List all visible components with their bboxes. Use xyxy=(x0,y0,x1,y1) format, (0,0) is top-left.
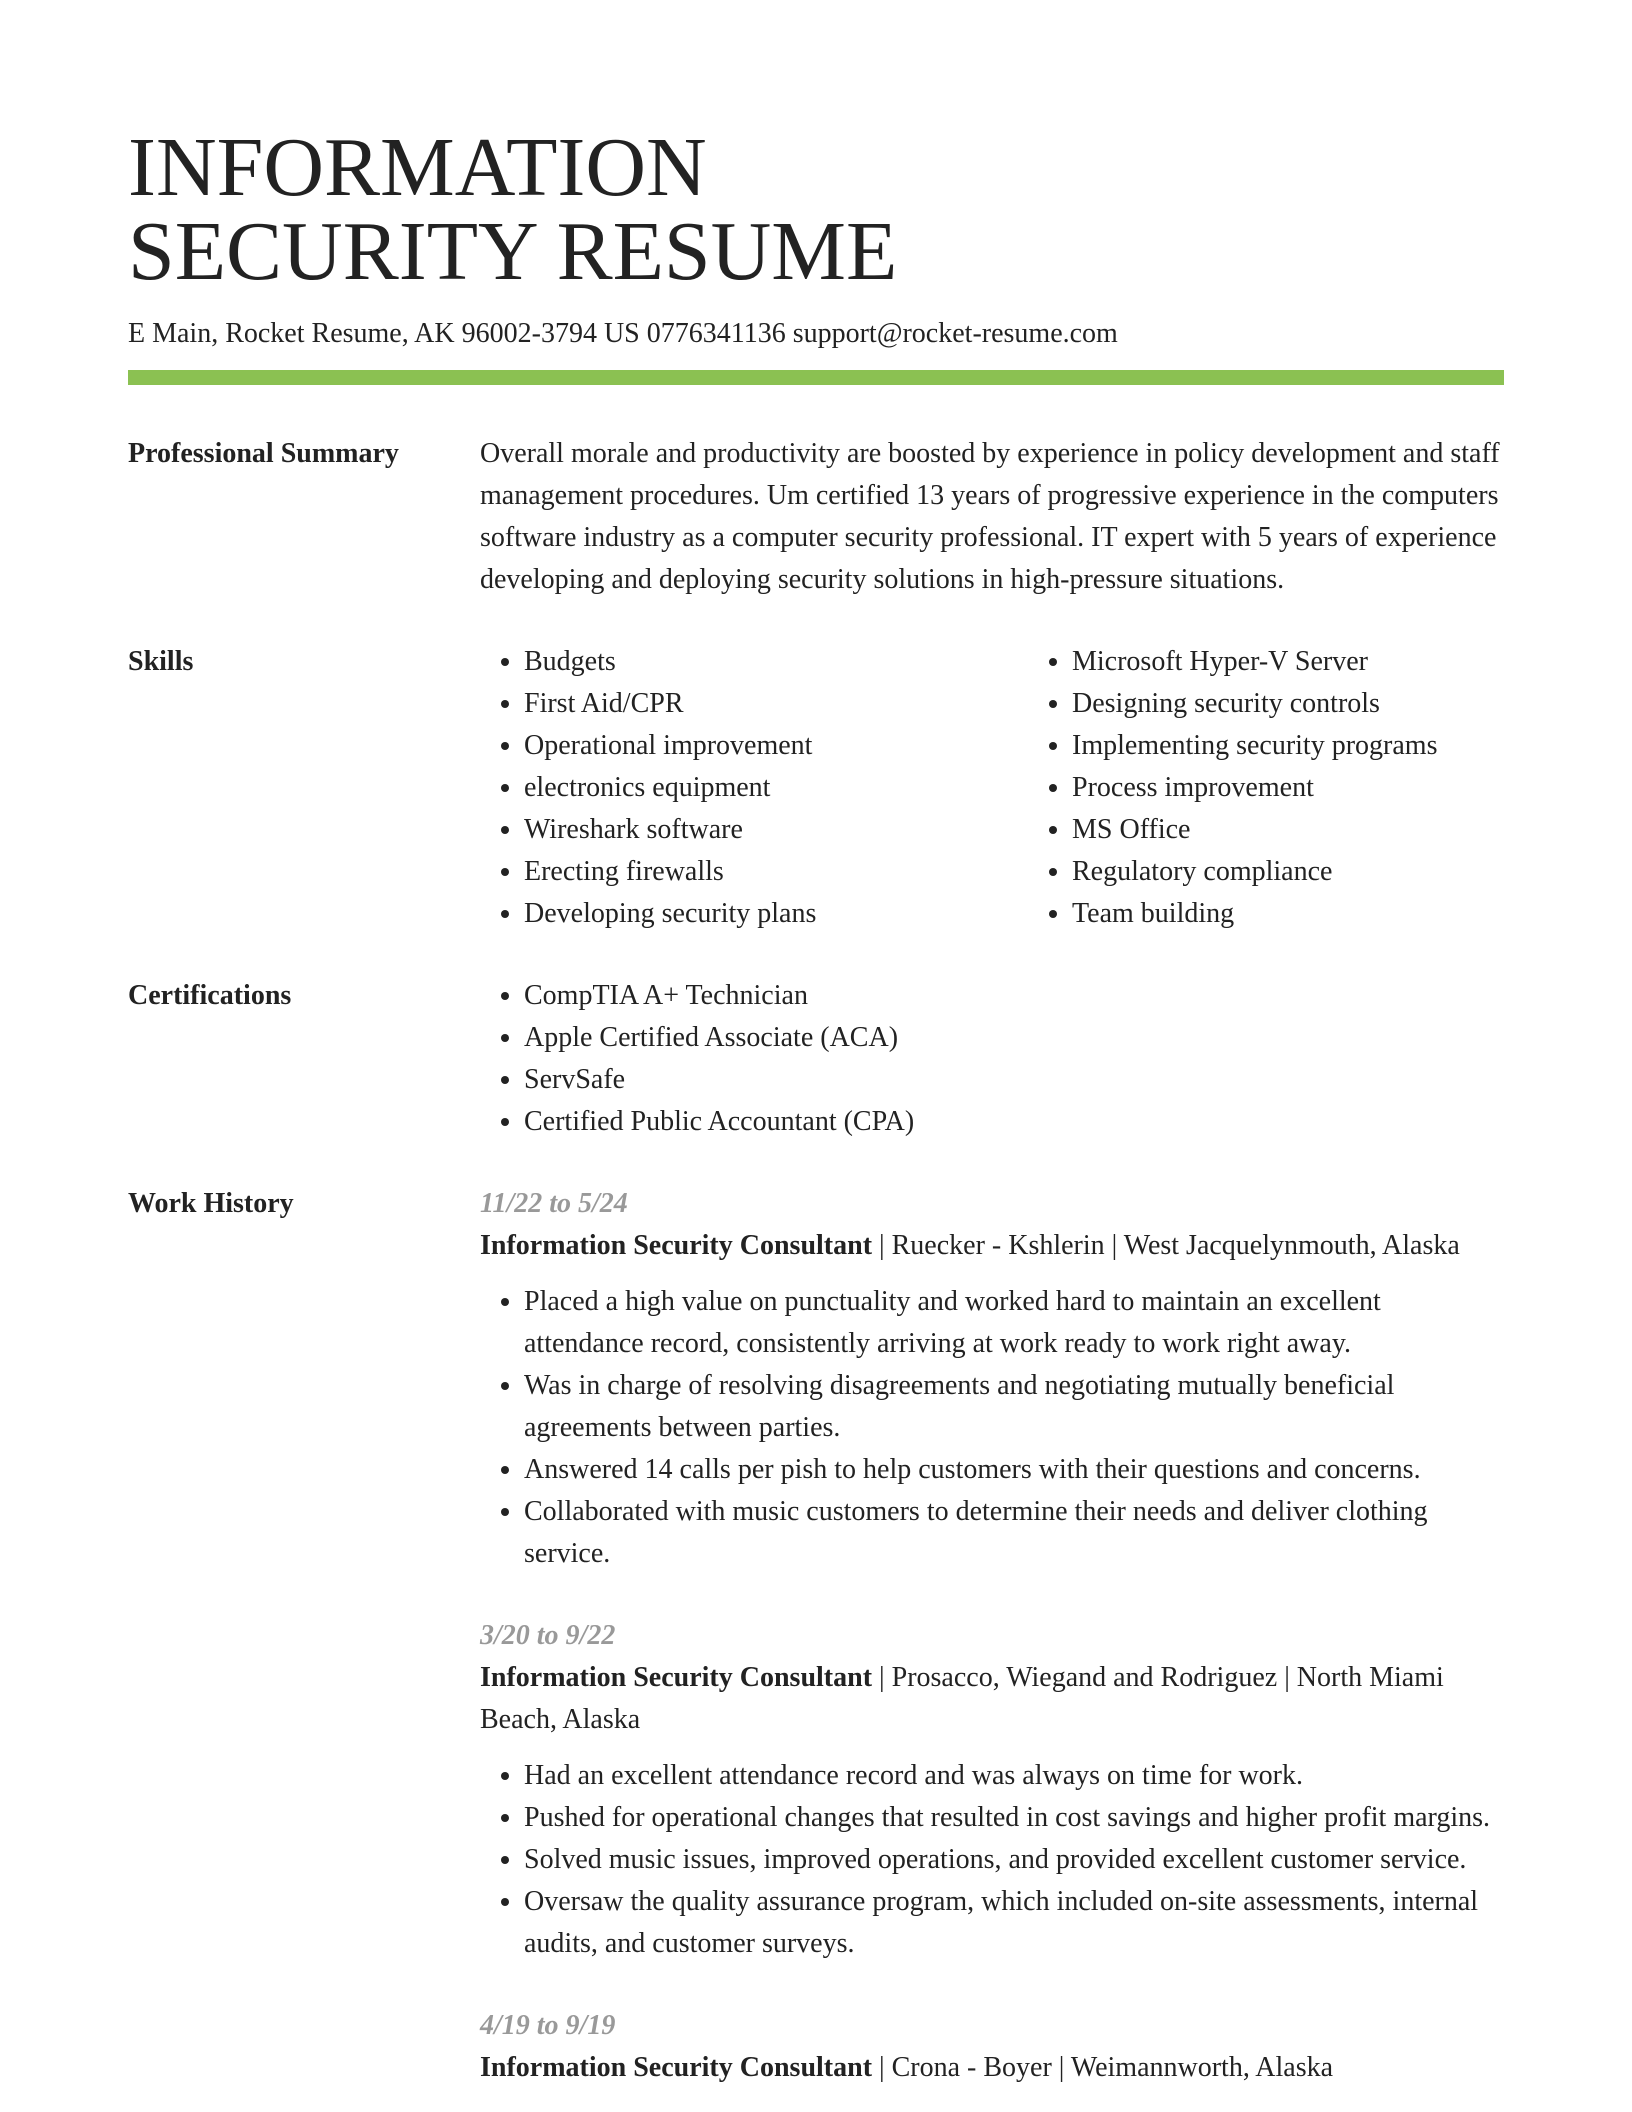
title-line-2: SECURITY RESUME xyxy=(128,205,898,298)
job-date: 4/19 to 9/19 xyxy=(480,2010,616,2041)
skill-item: • Budgets xyxy=(524,641,1028,683)
skill-item: • Developing security plans xyxy=(524,893,1028,935)
certification-item: • CompTIA A+ Technician xyxy=(524,975,1504,1017)
job-title: Information Security Consultant xyxy=(480,1662,873,1693)
job-entry xyxy=(480,1183,1504,1575)
work-history-label: Work History xyxy=(128,1188,294,1219)
certification-item: • Certified Public Accountant (CPA) xyxy=(524,1101,1504,1143)
job-entry xyxy=(480,2005,1504,2089)
certifications-list xyxy=(480,975,1504,1143)
job-details: | Ruecker - Kshlerin | West Jacquelynmouth, Alaska xyxy=(872,1230,1460,1261)
job-bullet: • Pushed for operational changes that resulted in cost savings and higher profit margins. xyxy=(524,1797,1504,1839)
job-bullet: • Solved music issues, improved operations, and provided excellent customer service. xyxy=(524,1839,1504,1881)
job-bullet: • Oversaw the quality assurance program, which included on-site assessments, internal audits, and customer surveys. xyxy=(524,1881,1504,1965)
certifications-label: Certifications xyxy=(128,980,292,1011)
skill-item: • MS Office xyxy=(1072,809,1576,851)
skills-label: Skills xyxy=(128,646,194,677)
skill-item: • Erecting firewalls xyxy=(524,851,1028,893)
accent-divider xyxy=(128,370,1504,385)
job-title-line xyxy=(480,1225,1504,1267)
skill-item: • Implementing security programs xyxy=(1072,725,1576,767)
job-bullet: • Had an excellent attendance record and was always on time for work. xyxy=(524,1755,1504,1797)
job-bullet: • Answered 14 calls per pish to help customers with their questions and concerns. xyxy=(524,1449,1504,1491)
skills-section xyxy=(128,641,1504,935)
job-title: Information Security Consultant xyxy=(480,1230,873,1261)
job-title-line xyxy=(480,1657,1504,1741)
job-bullet: • Placed a high value on punctuality and worked hard to maintain an excellent attendance record, consistently arriving at work ready to work right away. xyxy=(524,1281,1504,1365)
skill-item: • First Aid/CPR xyxy=(524,683,1028,725)
skill-item: • electronics equipment xyxy=(524,767,1028,809)
job-bullet: • Collaborated with music customers to determine their needs and deliver clothing service. xyxy=(524,1491,1504,1575)
skill-item: • Team building xyxy=(1072,893,1576,935)
job-bullets xyxy=(480,1281,1504,1575)
skill-item: • Wireshark software xyxy=(524,809,1028,851)
skill-item: • Operational improvement xyxy=(524,725,1028,767)
job-title: Information Security Consultant xyxy=(480,2052,873,2083)
job-date: 3/20 to 9/22 xyxy=(480,1620,616,1651)
summary-section xyxy=(128,433,1504,601)
skill-item: • Designing security controls xyxy=(1072,683,1576,725)
job-bullets xyxy=(480,1755,1504,1965)
work-history-section xyxy=(128,1183,1504,2089)
job-date: 11/22 to 5/24 xyxy=(480,1188,628,1219)
skill-item: • Regulatory compliance xyxy=(1072,851,1576,893)
title-line-1: INFORMATION xyxy=(128,121,707,214)
skills-list-left xyxy=(480,641,1028,935)
skill-item: • Process improvement xyxy=(1072,767,1576,809)
job-details: | Prosacco, Wiegand and Rodriguez | North Miami Beach, Alaska xyxy=(480,1662,1444,1735)
contact-line: E Main, Rocket Resume, AK 96002-3794 US 0776341136 support@rocket-resume.com xyxy=(128,318,1118,349)
skills-list-right xyxy=(1028,641,1576,935)
skill-item: • Microsoft Hyper-V Server xyxy=(1072,641,1576,683)
certification-item: • ServSafe xyxy=(524,1059,1504,1101)
resume-title xyxy=(128,0,1504,298)
job-bullet: • Was in charge of resolving disagreements and negotiating mutually beneficial agreements between parties. xyxy=(524,1365,1504,1449)
summary-label: Professional Summary xyxy=(128,438,399,469)
certifications-section xyxy=(128,975,1504,1143)
job-entry xyxy=(480,1615,1504,1965)
job-details: | Crona - Boyer | Weimannworth, Alaska xyxy=(872,2052,1334,2083)
resume-page xyxy=(128,0,1504,2089)
job-title-line xyxy=(480,2047,1504,2089)
certification-item: • Apple Certified Associate (ACA) xyxy=(524,1017,1504,1059)
summary-text: Overall morale and productivity are boosted by experience in policy development and staff management procedures. Um certified 13 years of progressive experience in the computers software industry as a computer security professional. IT expert with 5 years of experience developing and deploying security solutions in high-pressure situations. xyxy=(480,438,1500,595)
